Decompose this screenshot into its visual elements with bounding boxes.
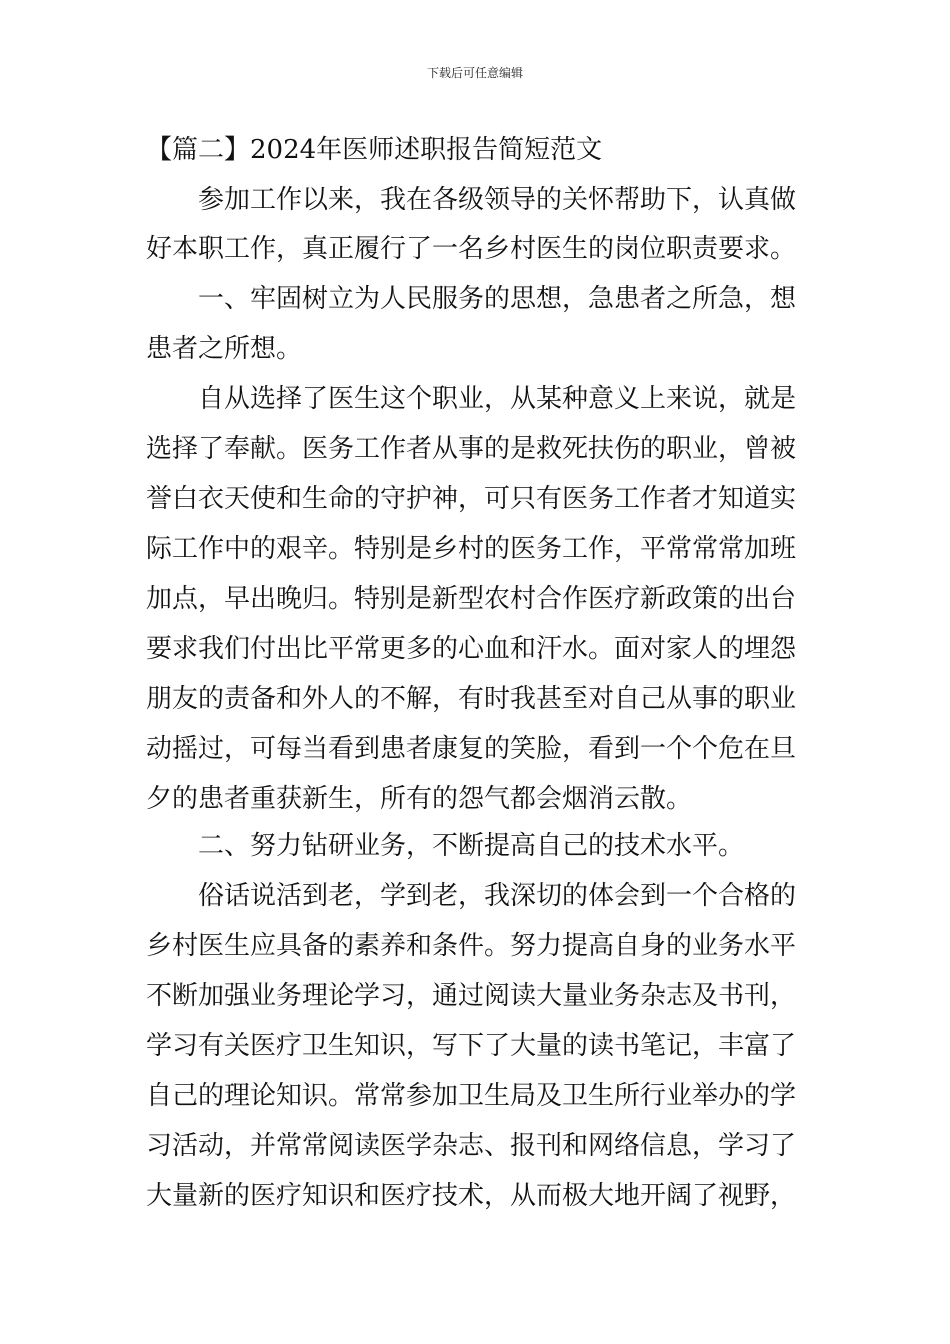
- paragraph-line: 参加工作以来，我在各级领导的关怀帮助下，认真做: [198, 185, 797, 215]
- paragraph-line: 自己的理论知识。常常参加卫生局及卫生所行业举办的学: [146, 1081, 797, 1111]
- paragraph-line: 际工作中的艰辛。特别是乡村的医务工作，平常常常加班: [146, 534, 797, 564]
- paragraph-line: 夕的患者重获新生，所有的怨气都会烟消云散。: [146, 784, 693, 814]
- paragraph-line: 选择了奉献。医务工作者从事的是救死扶伤的职业，曾被: [146, 434, 797, 464]
- paragraph-line: 习活动，并常常阅读医学杂志、报刊和网络信息，学习了: [146, 1131, 797, 1161]
- paragraph-line: 俗话说活到老，学到老，我深切的体会到一个合格的: [198, 881, 797, 911]
- paragraph-line: 好本职工作，真正履行了一名乡村医生的岗位职责要求。: [146, 234, 797, 264]
- paragraph-line: 动摇过，可每当看到患者康复的笑脸，看到一个个危在旦: [146, 734, 797, 764]
- section-heading-line: 患者之所想。: [146, 334, 303, 364]
- paragraph-line: 自从选择了医生这个职业，从某种意义上来说，就是: [198, 384, 797, 414]
- paragraph-line: 要求我们付出比平常更多的心血和汗水。面对家人的埋怨: [146, 634, 797, 664]
- paragraph-line: 不断加强业务理论学习，通过阅读大量业务杂志及书刊，: [146, 981, 797, 1011]
- paragraph-line: 誉白衣天使和生命的守护神，可只有医务工作者才知道实: [146, 484, 797, 514]
- document-title: 【篇二】2024年医师述职报告简短范文: [146, 135, 603, 165]
- paragraph-line: 乡村医生应具备的素养和条件。努力提高自身的业务水平: [146, 931, 797, 961]
- paragraph-line: 朋友的责备和外人的不解，有时我甚至对自己从事的职业: [146, 684, 797, 714]
- section-heading-line: 二、努力钻研业务，不断提高自己的技术水平。: [198, 831, 745, 861]
- section-heading-line: 一、牢固树立为人民服务的思想，急患者之所急，想: [198, 284, 797, 314]
- paragraph-line: 加点，早出晚归。特别是新型农村合作医疗新政策的出台: [146, 584, 797, 614]
- paragraph-line: 学习有关医疗卫生知识，写下了大量的读书笔记，丰富了: [146, 1031, 797, 1061]
- paragraph-line: 大量新的医疗知识和医疗技术，从而极大地开阔了视野，: [146, 1181, 797, 1211]
- page-header: 下载后可任意编辑: [426, 66, 523, 80]
